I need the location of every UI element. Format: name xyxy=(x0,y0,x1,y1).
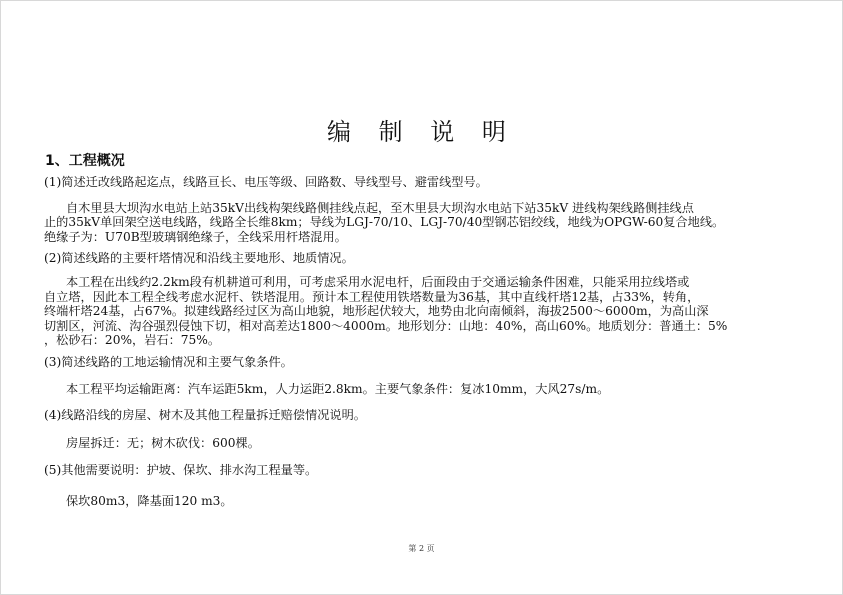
answer-2-line-3: 终端杆塔24基，占67%。拟建线路经过区为高山地貌，地形起伏较大，地势由北向南倾斜，海拔2500～6000m，为高山深 xyxy=(44,304,709,318)
answer-3: 本工程平均运输距离：汽车运距5km，人力运距2.8km。主要气象条件：复冰10mm，大风27s/m。 xyxy=(66,382,610,396)
page-number: 第 2 页 xyxy=(408,544,435,553)
answer-2-line-4: 切割区，河流、沟谷强烈侵蚀下切，相对高差达1800～4000m。地形划分：山地：40%，高山60%。地质划分：普通土：5% xyxy=(44,319,728,333)
answer-5: 保坎80m3，降基面120 m3。 xyxy=(66,494,233,508)
document-title: 编 制 说 明 xyxy=(327,118,516,146)
answer-1-line-3: 绝缘子为：U70B型玻璃钢绝缘子，全线采用杆塔混用。 xyxy=(44,230,347,244)
question-1: (1)简述迁改线路起迄点，线路亘长、电压等级、回路数、导线型号、避雷线型号。 xyxy=(44,175,488,189)
answer-1-line-1: 自木里县大坝沟水电站上站35kV出线构架线路侧挂线点起，至木里县大坝沟水电站下站35kV 进线构架线路侧挂线点 xyxy=(66,201,694,215)
answer-2-line-1: 本工程在出线约2.2km段有机耕道可利用，可考虑采用水泥电杆，后面段由于交通运输条件困难，只能采用拉线塔或 xyxy=(66,275,690,289)
question-2: (2)简述线路的主要杆塔情况和沿线主要地形、地质情况。 xyxy=(44,251,354,265)
answer-4: 房屋拆迁：无；树木砍伐：600棵。 xyxy=(66,436,260,450)
answer-2-line-5: ，松砂石：20%，岩石：75%。 xyxy=(44,333,221,347)
question-3: (3)简述线路的工地运输情况和主要气象条件。 xyxy=(44,355,293,369)
answer-2-line-2: 自立塔，因此本工程全线考虑水泥杆、铁塔混用。预计本工程使用铁塔数量为36基，其中直线杆塔12基，占33%，转角， xyxy=(44,290,700,304)
section-heading: 1、工程概况 xyxy=(45,153,125,169)
question-5: (5)其他需要说明：护坡、保坎、排水沟工程量等。 xyxy=(44,463,318,477)
question-4: (4)线路沿线的房屋、树木及其他工程量拆迁赔偿情况说明。 xyxy=(44,408,366,422)
answer-1-line-2: 止的35kV单回架空送电线路，线路全长维8km；导线为LGJ-70/10、LGJ-70/40型钢芯铝绞线，地线为OPGW-60复合地线。 xyxy=(44,215,725,229)
